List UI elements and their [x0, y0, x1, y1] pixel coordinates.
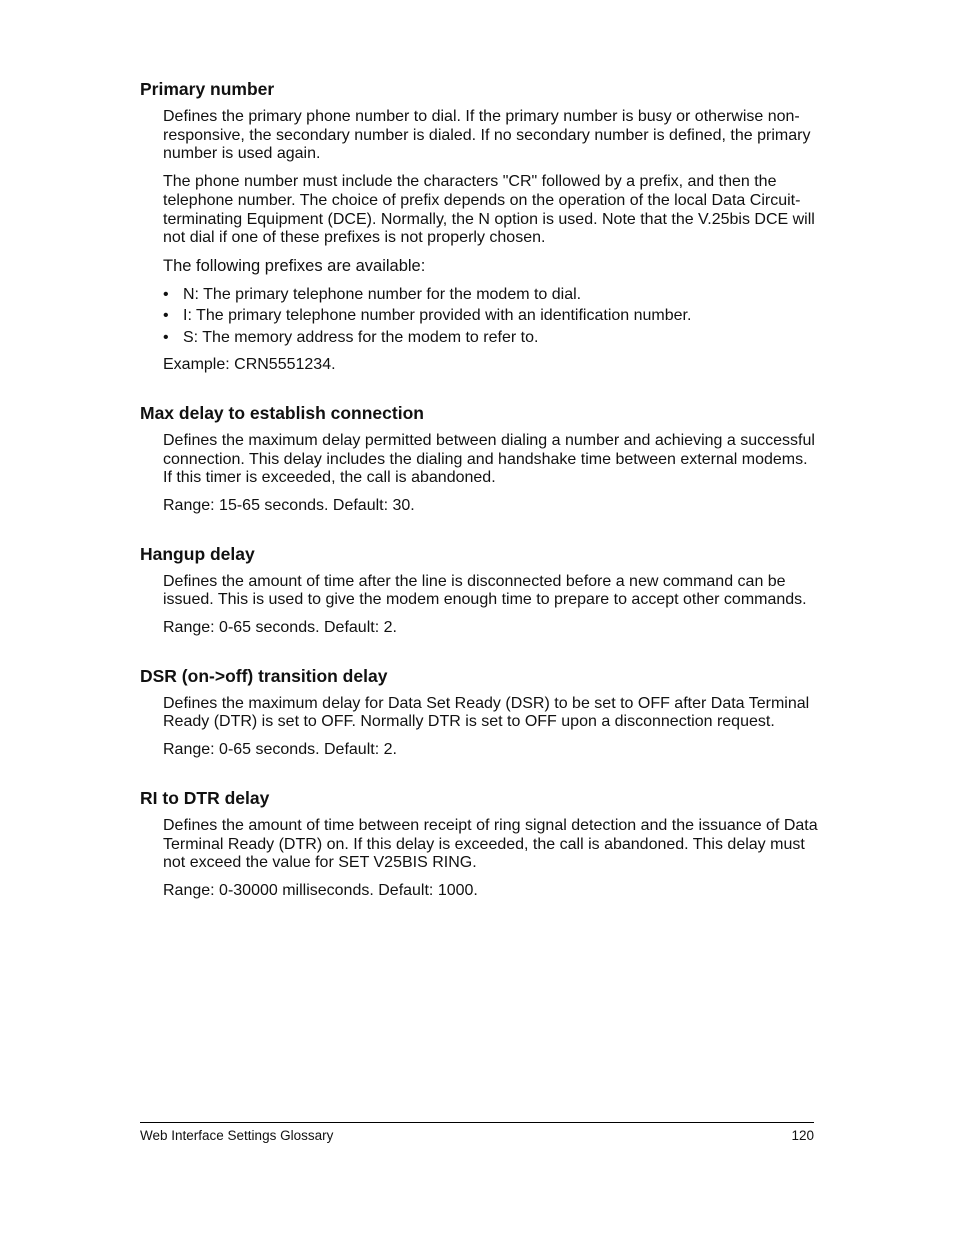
section-body [140, 817, 820, 901]
paragraph: The phone number must include the characters "CR" followed by a prefix, and then the telephone number. The choice of prefix depends on the operation of the local Data Circuit-terminating Equipment (DCE). Normally, the N option is used. Note that the V.25bis DCE will not dial if one of these prefixes is not properly chosen. [163, 173, 815, 247]
paragraph: Defines the amount of time between receipt of ring signal detection and the issuance of Data Terminal Ready (DTR) on. If this delay is exceeded, the call is abandoned. This delay must not exceed the value for SET V25BIS RING. [163, 816, 818, 872]
section-dsr-transition-delay [140, 665, 820, 760]
list-item-text: I: The primary telephone number provided with an identification number. [183, 307, 692, 325]
section-heading: Max delay to establish connection [140, 402, 424, 423]
section-body [140, 695, 820, 760]
paragraph: Defines the maximum delay permitted between dialing a number and achieving a successful connection. This delay includes the dialing and handshake time between external modems. If this timer is exceeded, the call is abandoned. [163, 431, 815, 487]
footer-title: Web Interface Settings Glossary [140, 1128, 334, 1143]
section-ri-to-dtr-delay [140, 787, 820, 901]
bullet-icon: • [163, 285, 169, 303]
page-content [140, 78, 820, 928]
section-heading: Hangup delay [140, 543, 255, 564]
list-item [163, 305, 820, 327]
list-item-text: S: The memory address for the modem to refer to. [183, 328, 539, 346]
paragraph: Defines the amount of time after the line is disconnected before a new command can be issued. This is used to give the modem enough time to prepare to accept other commands. [163, 572, 807, 609]
prefix-list-intro: The following prefixes are available: [163, 256, 426, 275]
bullet-icon: • [163, 307, 169, 325]
example-text: Example: CRN5551234. [163, 356, 336, 374]
section-heading: DSR (on->off) transition delay [140, 665, 388, 686]
section-body [140, 573, 820, 638]
section-heading: Primary number [140, 79, 275, 99]
list-item-text: N: The primary telephone number for the modem to dial. [183, 285, 582, 303]
page-number: 120 [791, 1128, 814, 1143]
section-body [140, 108, 820, 375]
range-text: Range: 0-65 seconds. Default: 2. [163, 741, 397, 759]
section-hangup-delay [140, 543, 820, 638]
section-primary-number [140, 78, 820, 375]
range-text: Range: 15-65 seconds. Default: 30. [163, 496, 415, 514]
page-footer [140, 1122, 814, 1144]
section-body [140, 432, 820, 516]
list-item [163, 327, 820, 349]
paragraph: Defines the primary phone number to dial. If the primary number is busy or otherwise non-responsive, the secondary number is dialed. If no secondary number is defined, the primary number is used again. [163, 108, 811, 163]
paragraph: Defines the maximum delay for Data Set Ready (DSR) to be set to OFF after Data Terminal Ready (DTR) is set to OFF. Normally DTR is set to OFF upon a disconnection request. [163, 694, 810, 731]
section-heading: RI to DTR delay [140, 787, 270, 808]
bullet-icon: • [163, 328, 169, 346]
list-item [163, 284, 820, 306]
prefix-list [163, 284, 820, 349]
section-max-delay [140, 402, 820, 516]
range-text: Range: 0-65 seconds. Default: 2. [163, 619, 397, 637]
range-text: Range: 0-30000 milliseconds. Default: 1000. [163, 881, 478, 899]
